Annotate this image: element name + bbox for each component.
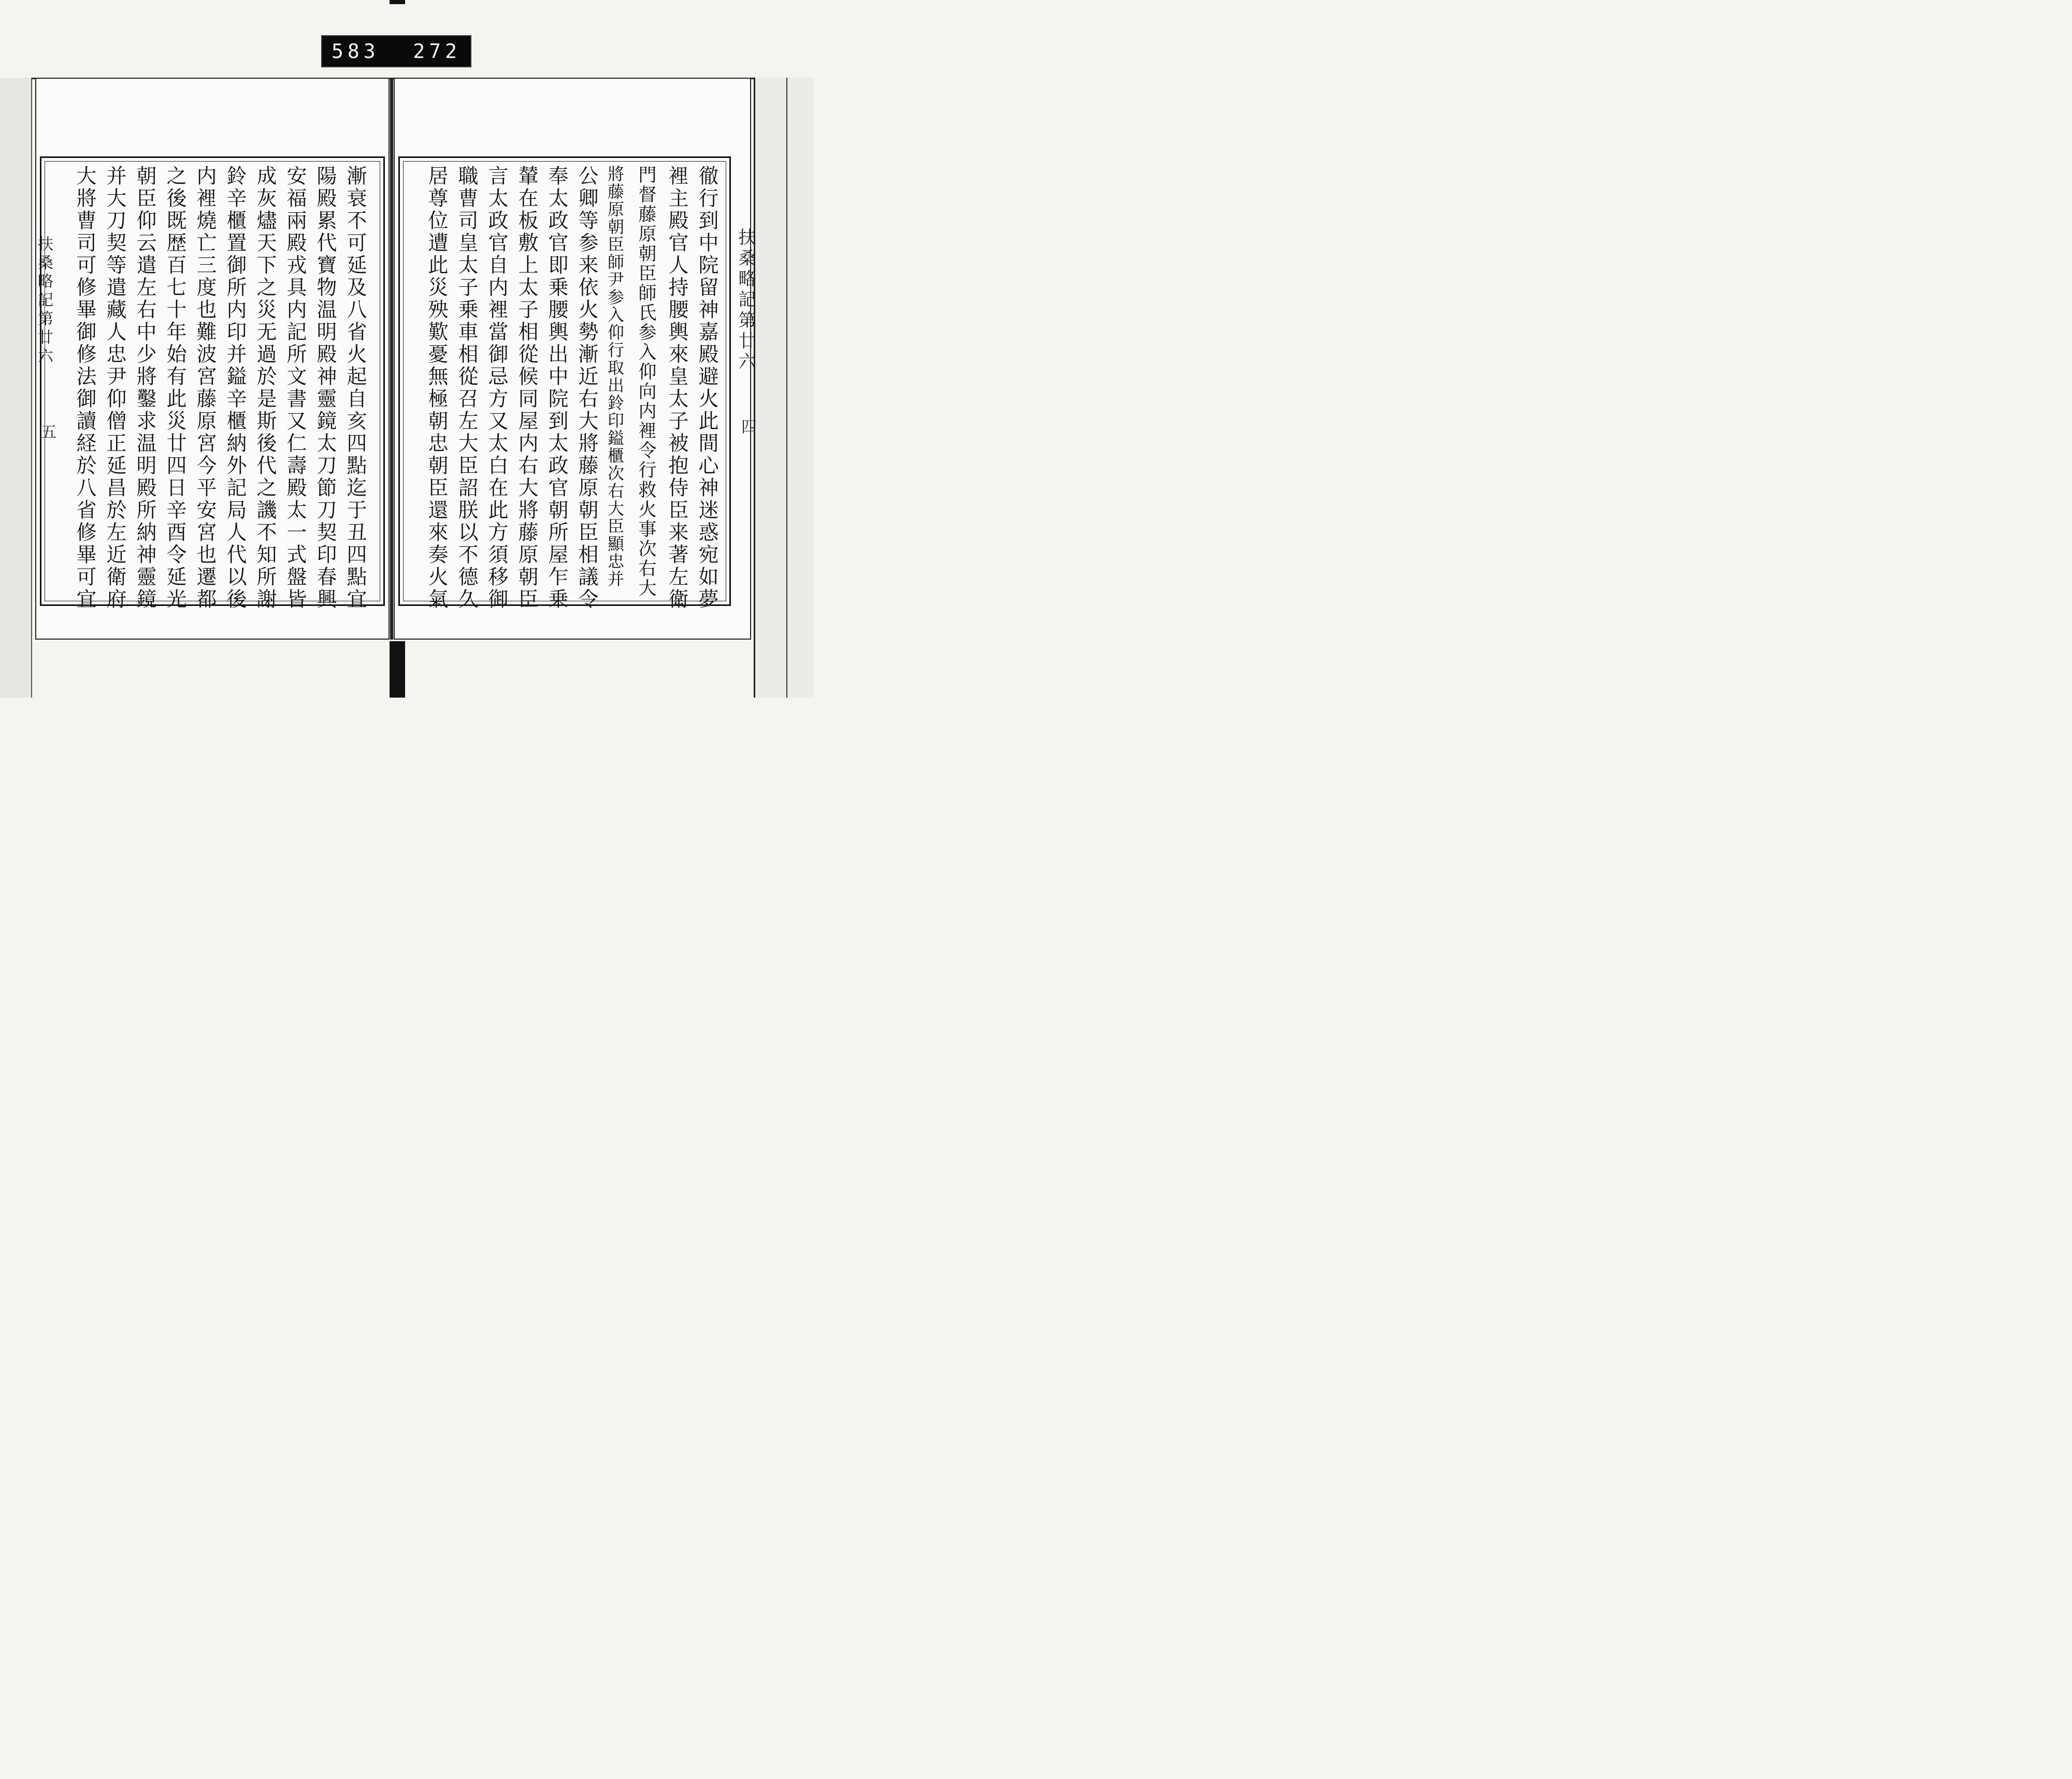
text-column: 鈴辛櫃置御所内印并鎰辛櫃納外記局人代以後: [223, 165, 247, 611]
text-column: 朝臣仰云遣左右中少將鑿求温明殿所納神靈鏡: [133, 165, 156, 611]
text-column: 大將曹司可修畢御修法御讀経於八省修畢可宜: [73, 165, 96, 611]
text-column: 内裡燒亡三度也難波宮藤原宮今平安宮也遷都: [193, 165, 217, 611]
text-column: 將藤原朝臣師尹参入仰行取出鈴印鎰櫃次右大臣顯忠并: [605, 165, 625, 588]
text-column: 陽殿累代寶物温明殿神靈鏡太刀節刀契印春興: [313, 165, 337, 611]
text-column: 漸衰不可延及八省火起自亥四點迄于丑四點宜: [343, 165, 367, 611]
text-column: 徹行到中院留神嘉殿避火此間心神迷惑宛如夢: [695, 165, 718, 611]
film-frame-label: [321, 35, 471, 67]
binding-shadow: [390, 641, 405, 698]
text-column: 安福兩殿戎具内記所文書又仁壽殿太一式盤皆: [283, 165, 307, 611]
text-column: 門督藤原朝臣師氏参入仰向内裡令行救火事次右大: [636, 165, 656, 598]
text-column: 并大刀契等遣藏人忠尹仰僧正延昌於左近衛府: [103, 165, 126, 611]
left-page-number: 五: [38, 424, 56, 439]
right-margin-title: 扶桑略記第廿六: [735, 228, 756, 373]
text-column: 職曹司皇太子乗車相從召左大臣詔朕以不德久: [455, 165, 478, 611]
text-column: 裡主殿官人持腰輿來皇太子被抱侍臣来著左衛: [665, 165, 688, 611]
left-book-edge: [0, 78, 32, 698]
text-column: 言太政官自内裡當御忌方又太白在此方須移御: [485, 165, 508, 611]
right-text-block: [398, 156, 731, 611]
text-column: 居尊位遭此災殃歎憂無極朝忠朝臣還來奏火氣: [425, 165, 448, 611]
left-text-block: [40, 156, 385, 611]
frame-number-left: 583: [332, 40, 380, 63]
left-margin-title: 扶桑略記第廿六: [35, 236, 53, 366]
frame-number-right: 272: [413, 40, 461, 63]
top-tab-mark: [390, 0, 405, 4]
right-book-edge: [754, 78, 814, 698]
text-column: 奉太政官即乗腰輿出中院到太政官朝所屋乍乗: [545, 165, 568, 611]
text-column: 成灰燼天下之災无過於是斯後代之譏不知所謝: [253, 165, 277, 611]
text-column: 輦在板敷上太子相從候同屋内右大將藤原朝臣: [515, 165, 538, 611]
text-column: 之後既歴百七十年始有此災廿四日辛酉令延光: [163, 165, 186, 611]
binding-gutter: [390, 78, 393, 640]
text-column: 公卿等参来依火勢漸近右大將藤原朝臣相議令: [575, 165, 598, 611]
right-page-number: 四: [738, 418, 756, 434]
